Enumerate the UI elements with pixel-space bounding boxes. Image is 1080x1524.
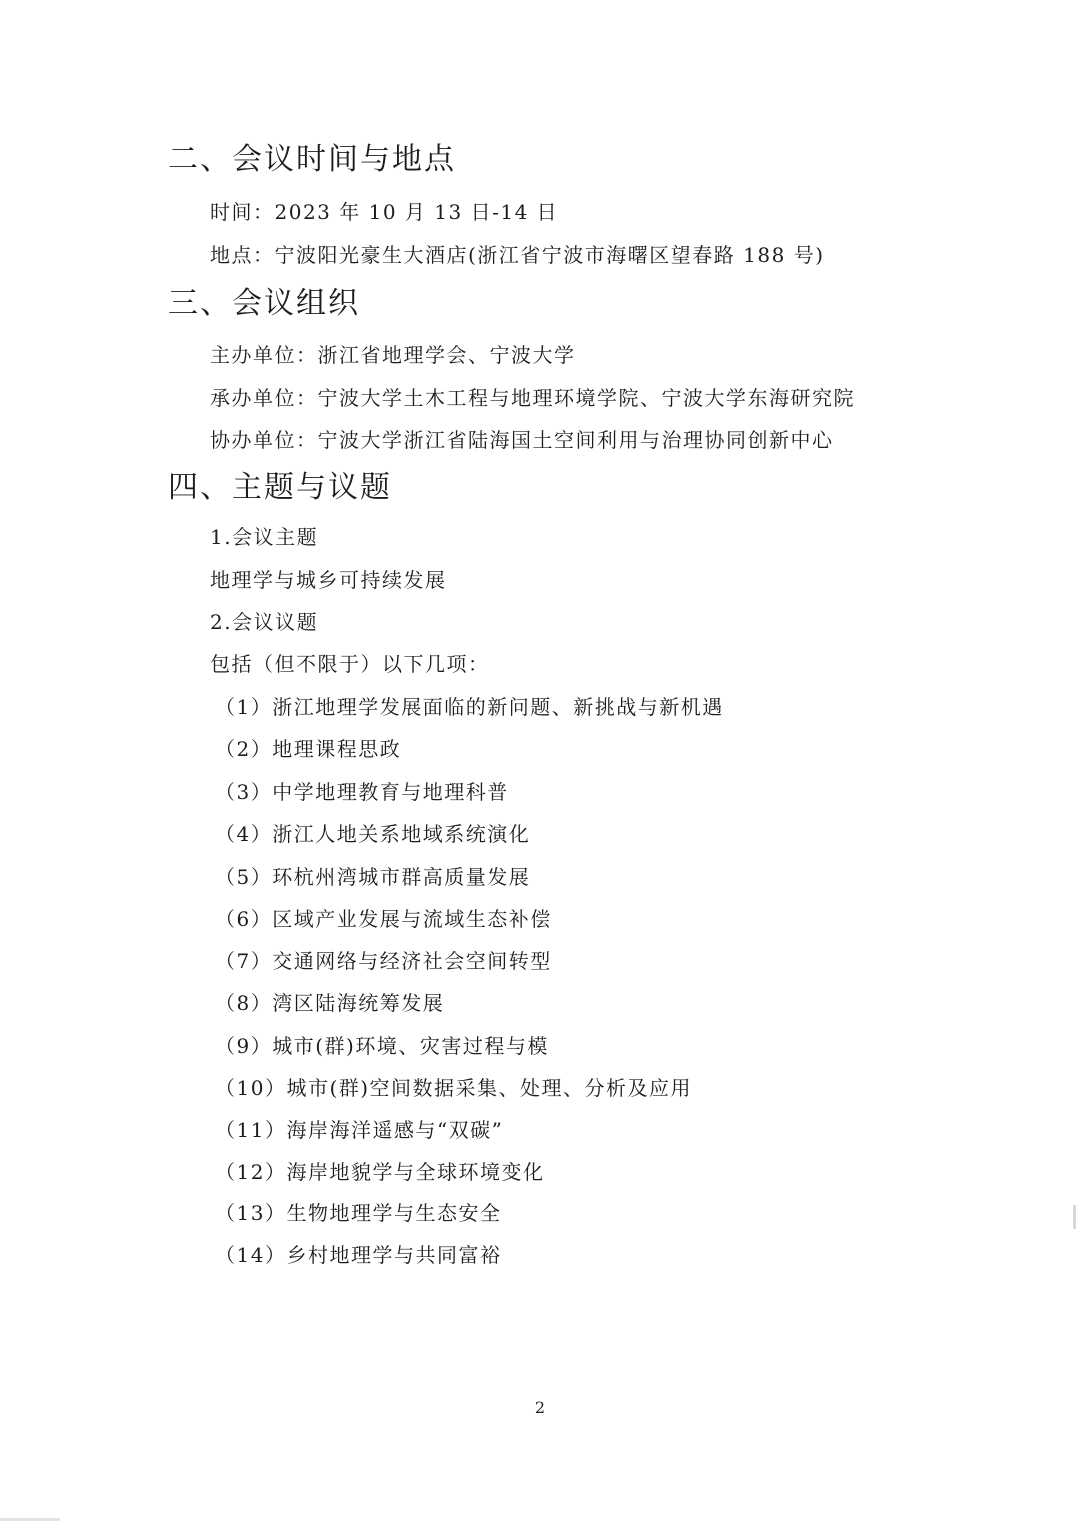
scan-artifact (1073, 1205, 1076, 1229)
organizer-unit: 承办单位：宁波大学土木工程与地理环境学院、宁波大学东海研究院 (210, 386, 855, 410)
topic-item: （14）乡村地理学与共同富裕 (215, 1243, 502, 1267)
topic-item: （9）城市(群)环境、灾害过程与模 (215, 1034, 549, 1058)
host-unit: 主办单位：浙江省地理学会、宁波大学 (210, 343, 576, 367)
topic-item: （12）海岸地貌学与全球环境变化 (215, 1160, 545, 1184)
topic-item: （11）海岸海洋遥感与“双碳” (215, 1118, 504, 1142)
co-organizer-unit: 协办单位：宁波大学浙江省陆海国土空间利用与治理协同创新中心 (210, 428, 834, 452)
topic-item: （4）浙江人地关系地域系统演化 (215, 822, 531, 846)
meeting-location: 地点：宁波阳光豪生大酒店(浙江省宁波市海曙区望春路 188 号) (210, 243, 825, 267)
topic-item: （3）中学地理教育与地理科普 (215, 780, 509, 804)
topic-item: （6）区域产业发展与流域生态补偿 (215, 907, 552, 931)
topic-item: （1）浙江地理学发展面临的新问题、新挑战与新机遇 (215, 695, 724, 719)
page-number: 2 (534, 1398, 546, 1417)
section-heading-themes-topics: 四、主题与议题 (168, 470, 392, 505)
section-heading-organization: 三、会议组织 (168, 286, 360, 321)
section-heading-time-location: 二、会议时间与地点 (168, 142, 456, 177)
scan-artifact (0, 1518, 60, 1521)
topics-title: 2.会议议题 (210, 610, 319, 634)
topic-item: （10）城市(群)空间数据采集、处理、分析及应用 (215, 1076, 693, 1100)
meeting-time: 时间：2023 年 10 月 13 日-14 日 (210, 200, 559, 224)
topic-item: （8）湾区陆海统筹发展 (215, 991, 445, 1015)
topic-item: （13）生物地理学与生态安全 (215, 1201, 502, 1225)
topic-item: （5）环杭州湾城市群高质量发展 (215, 865, 531, 889)
topic-item: （7）交通网络与经济社会空间转型 (215, 949, 552, 973)
topics-intro: 包括（但不限于）以下几项： (210, 652, 490, 676)
topic-item: （2）地理课程思政 (215, 737, 402, 761)
theme-title: 1.会议主题 (210, 525, 319, 549)
theme-text: 地理学与城乡可持续发展 (210, 568, 447, 592)
